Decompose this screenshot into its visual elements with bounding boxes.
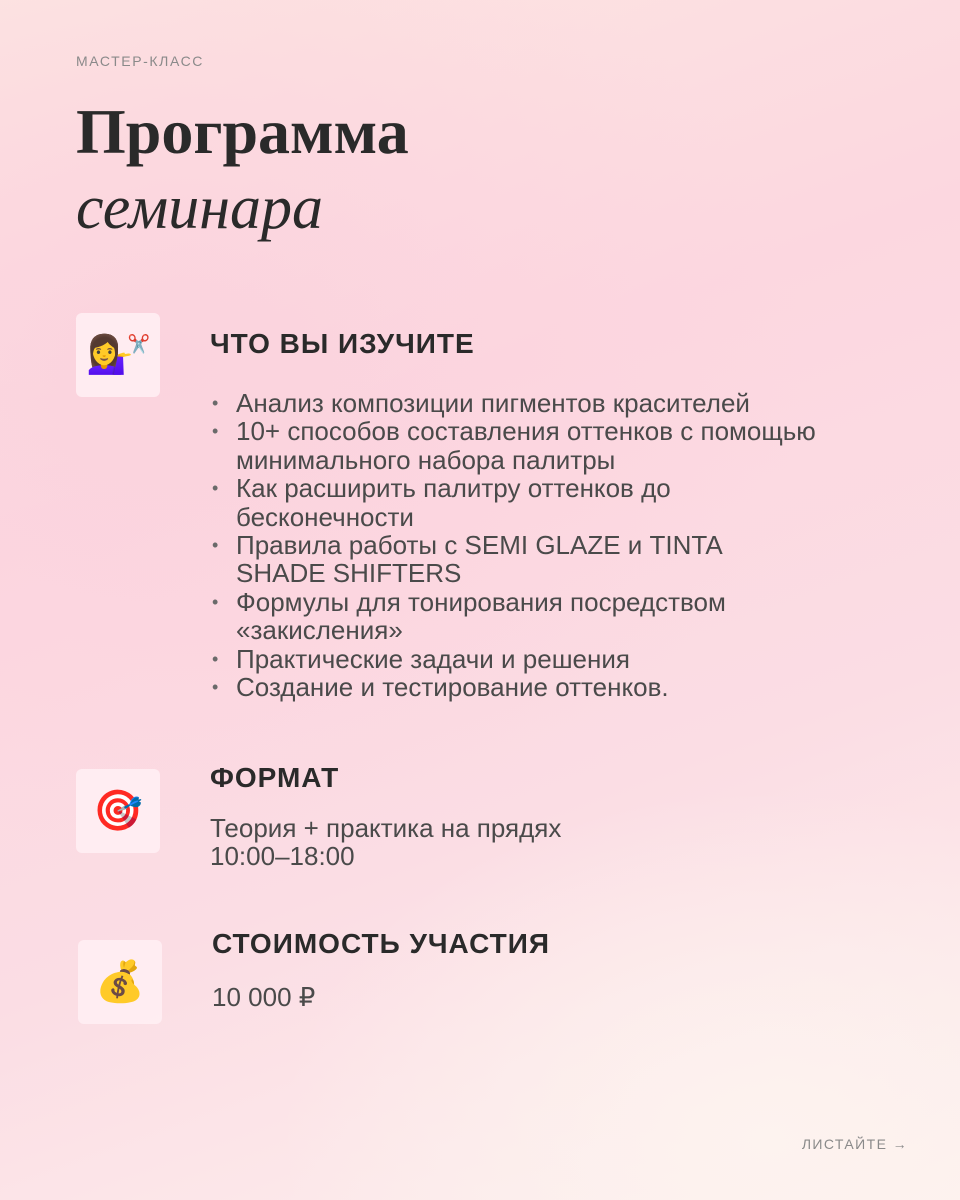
page-title: Программа bbox=[76, 96, 409, 167]
section-heading-format: ФОРМАТ bbox=[210, 762, 340, 793]
hairdresser-icon: 💁‍♀️ ✂️ bbox=[76, 313, 160, 397]
list-item: • Анализ композиции пигментов красителей bbox=[210, 389, 910, 417]
page-subtitle: семинара bbox=[76, 174, 324, 242]
money-bag-icon: 💰 bbox=[78, 940, 162, 1024]
swipe-hint[interactable]: ЛИСТАЙТЕ → bbox=[801, 1136, 908, 1152]
section-heading-price: СТОИМОСТЬ УЧАСТИЯ bbox=[212, 928, 550, 959]
format-line-1: Теория + практика на прядях bbox=[210, 813, 562, 843]
list-item: • Формулы для тонирования посредством «закисления» bbox=[210, 588, 790, 645]
list-item: • Правила работы с SEMI GLAZE и TINTA SHADE SHIFTERS bbox=[210, 531, 790, 588]
learn-list bbox=[210, 389, 910, 701]
list-item: • 10+ способов составления оттенков с помощью минимального набора палитры bbox=[210, 417, 830, 474]
list-item: • Создание и тестирование оттенков. bbox=[210, 673, 910, 701]
format-line-2: 10:00–18:00 bbox=[210, 841, 355, 871]
list-item: • Практические задачи и решения bbox=[210, 645, 910, 673]
list-item: • Как расширить палитру оттенков до бесконечности bbox=[210, 474, 750, 531]
price-value: 10 000 ₽ bbox=[212, 982, 316, 1012]
eyebrow-label: МАСТЕР-КЛАСС bbox=[76, 53, 205, 69]
section-heading-learn: ЧТО ВЫ ИЗУЧИТЕ bbox=[210, 328, 475, 359]
target-icon: 🎯 bbox=[76, 769, 160, 853]
